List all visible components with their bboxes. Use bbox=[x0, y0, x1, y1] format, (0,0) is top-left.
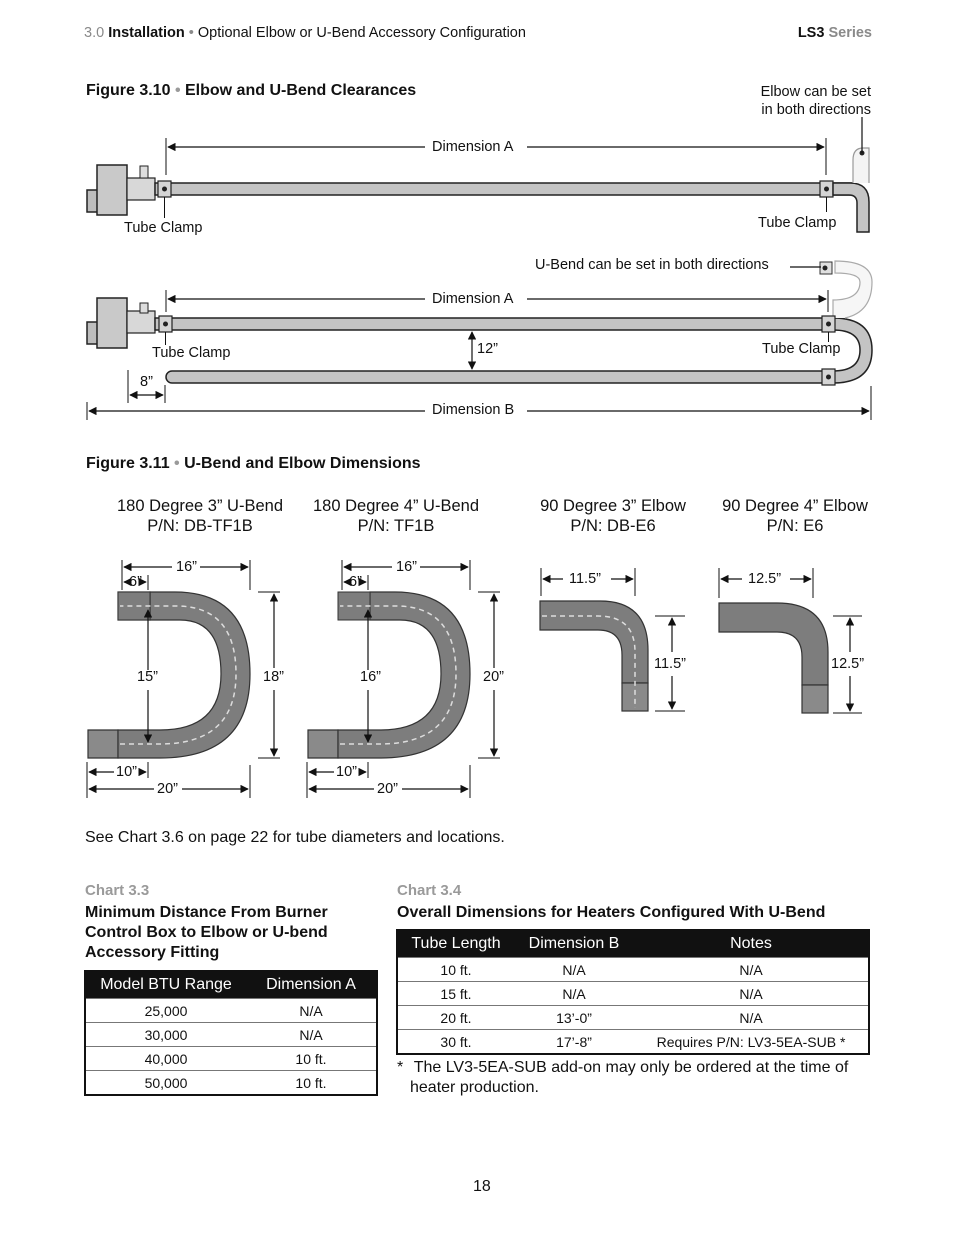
elbow-4-height-dim: 12.5” bbox=[831, 656, 865, 672]
table-header-row bbox=[85, 971, 377, 999]
ubend-3-top-dim: 16” bbox=[176, 559, 197, 575]
table-cell: N/A bbox=[514, 982, 634, 1006]
part-number: P/N: E6 bbox=[766, 517, 824, 535]
chart-3-3-table bbox=[84, 970, 378, 1096]
gap-8-label: 8” bbox=[140, 374, 153, 390]
ubend-3-height-dim: 18” bbox=[263, 669, 284, 685]
elbow-4-drawing bbox=[719, 568, 865, 713]
elbow-4-width-dim: 12.5” bbox=[748, 571, 782, 587]
tube-clamp-label-right-top: Tube Clamp bbox=[758, 215, 837, 231]
tube-clamp-label-right-bottom: Tube Clamp bbox=[762, 341, 841, 357]
section-number: 3.0 bbox=[84, 25, 105, 41]
chart-3-3-title bbox=[85, 903, 328, 963]
elbow-clearance-drawing bbox=[87, 117, 869, 232]
ubend-4-inner-height-dim: 16” bbox=[360, 669, 381, 685]
figure-label: Figure 3.11 bbox=[86, 455, 170, 472]
table-cell: 10 ft. bbox=[246, 1047, 377, 1071]
column-header: Tube Length bbox=[397, 930, 514, 958]
see-chart-note: See Chart 3.6 on page 22 for tube diameters and locations. bbox=[85, 829, 505, 846]
ubend-4-leg-dim: 10” bbox=[336, 764, 357, 780]
table-cell: 30,000 bbox=[85, 1023, 246, 1047]
header-separator: • bbox=[188, 25, 194, 41]
table-row bbox=[85, 999, 377, 1023]
chart-3-4-label: Chart 3.4 bbox=[397, 882, 462, 899]
tube-clamp-label-left-bottom: Tube Clamp bbox=[152, 345, 231, 361]
table-row bbox=[397, 1030, 869, 1055]
table-cell: 50,000 bbox=[85, 1071, 246, 1096]
table-cell: N/A bbox=[246, 1023, 377, 1047]
table-cell: 10 ft. bbox=[246, 1071, 377, 1096]
elbow-note-line-2: in both directions bbox=[761, 102, 871, 118]
table-cell: 10 ft. bbox=[397, 958, 514, 982]
part-caption-elbow-3 bbox=[513, 496, 713, 536]
dimension-b-label: Dimension B bbox=[432, 402, 515, 418]
table-row bbox=[397, 1006, 869, 1030]
header-topic: Optional Elbow or U-Bend Accessory Configuration bbox=[197, 25, 526, 41]
table-cell: N/A bbox=[634, 1006, 869, 1030]
table-cell: N/A bbox=[514, 958, 634, 982]
chart-title-line-2: Control Box to Elbow or U-bend bbox=[85, 924, 328, 941]
series-name: LS3 bbox=[797, 25, 825, 41]
elbow-direction-note bbox=[761, 83, 871, 119]
part-name: 180 Degree 3” U-Bend bbox=[116, 497, 283, 515]
page-number: 18 bbox=[473, 1178, 491, 1195]
section-name: Installation bbox=[108, 25, 185, 41]
ubend-direction-note: U-Bend can be set in both directions bbox=[535, 257, 769, 273]
part-name: 90 Degree 3” Elbow bbox=[540, 497, 686, 515]
part-caption-elbow-4 bbox=[695, 496, 895, 536]
figure-3-11-title bbox=[86, 455, 421, 473]
column-header: Notes bbox=[634, 930, 869, 958]
figure-separator: • bbox=[174, 455, 180, 472]
table-row bbox=[397, 958, 869, 982]
table-cell: 30 ft. bbox=[397, 1030, 514, 1055]
ubend-3-inner-dim: 6” bbox=[129, 574, 142, 590]
chart-3-4-footnote bbox=[397, 1058, 848, 1098]
part-number: P/N: DB-TF1B bbox=[147, 517, 253, 535]
footnote-line-2: heater production. bbox=[410, 1079, 539, 1096]
figure-separator: • bbox=[174, 82, 181, 99]
footnote-marker: * bbox=[397, 1059, 404, 1076]
column-header: Dimension A bbox=[246, 971, 377, 999]
table-cell: N/A bbox=[634, 958, 869, 982]
ubend-4-width-dim: 20” bbox=[377, 781, 398, 797]
ubend-4-drawing bbox=[307, 560, 500, 798]
part-caption-ubend-4 bbox=[296, 496, 496, 536]
footnote-line-1: The LV3-5EA-SUB add-on may only be ordered at the time of bbox=[413, 1059, 849, 1076]
part-caption-ubend-3 bbox=[100, 496, 300, 536]
dimension-a-label-bottom: Dimension A bbox=[432, 291, 514, 307]
table-cell: 40,000 bbox=[85, 1047, 246, 1071]
figure-label: Figure 3.10 bbox=[86, 82, 171, 99]
ubend-4-top-dim: 16” bbox=[396, 559, 417, 575]
table-cell: 13’-0” bbox=[514, 1006, 634, 1030]
dimension-a-label-top: Dimension A bbox=[432, 139, 514, 155]
table-cell: N/A bbox=[634, 982, 869, 1006]
ubend-4-inner-dim: 6” bbox=[349, 574, 362, 590]
table-cell: 15 ft. bbox=[397, 982, 514, 1006]
table-cell: 25,000 bbox=[85, 999, 246, 1023]
table-row bbox=[85, 1047, 377, 1071]
chart-3-4-table bbox=[396, 929, 870, 1055]
table-row bbox=[85, 1071, 377, 1096]
part-number: P/N: TF1B bbox=[357, 517, 435, 535]
elbow-note-line-1: Elbow can be set bbox=[760, 84, 871, 100]
ubend-3-width-dim: 20” bbox=[157, 781, 178, 797]
part-name: 90 Degree 4” Elbow bbox=[722, 497, 868, 515]
part-number: P/N: DB-E6 bbox=[570, 517, 656, 535]
table-row bbox=[85, 1023, 377, 1047]
elbow-3-width-dim: 11.5” bbox=[569, 571, 601, 587]
table-row bbox=[397, 982, 869, 1006]
column-header: Dimension B bbox=[514, 930, 634, 958]
table-cell: 20 ft. bbox=[397, 1006, 514, 1030]
part-name: 180 Degree 4” U-Bend bbox=[312, 497, 479, 515]
elbow-3-drawing bbox=[540, 568, 685, 711]
ubend-4-height-dim: 20” bbox=[483, 669, 504, 685]
tube-clamp-label-left-top: Tube Clamp bbox=[124, 220, 203, 236]
ubend-3-leg-dim: 10” bbox=[116, 764, 137, 780]
series-word: Series bbox=[828, 25, 872, 41]
figure-title-text: Elbow and U-Bend Clearances bbox=[185, 82, 417, 99]
table-cell: 17’-8” bbox=[514, 1030, 634, 1055]
ubend-3-inner-height-dim: 15” bbox=[137, 669, 158, 685]
elbow-3-height-dim: 11.5” bbox=[654, 656, 686, 672]
table-header-row bbox=[397, 930, 869, 958]
figure-title-text: U-Bend and Elbow Dimensions bbox=[184, 455, 421, 472]
chart-3-3-label: Chart 3.3 bbox=[85, 882, 150, 899]
chart-3-4-title: Overall Dimensions for Heaters Configured With U-Bend bbox=[397, 904, 826, 921]
table-cell: N/A bbox=[246, 999, 377, 1023]
column-header: Model BTU Range bbox=[85, 971, 246, 999]
gap-12-label: 12” bbox=[477, 341, 498, 357]
chart-title-line-3: Accessory Fitting bbox=[85, 944, 220, 961]
table-cell: Requires P/N: LV3-5EA-SUB * bbox=[634, 1030, 869, 1055]
ubend-3-drawing bbox=[87, 560, 280, 798]
chart-title-line-1: Minimum Distance From Burner bbox=[85, 904, 328, 921]
